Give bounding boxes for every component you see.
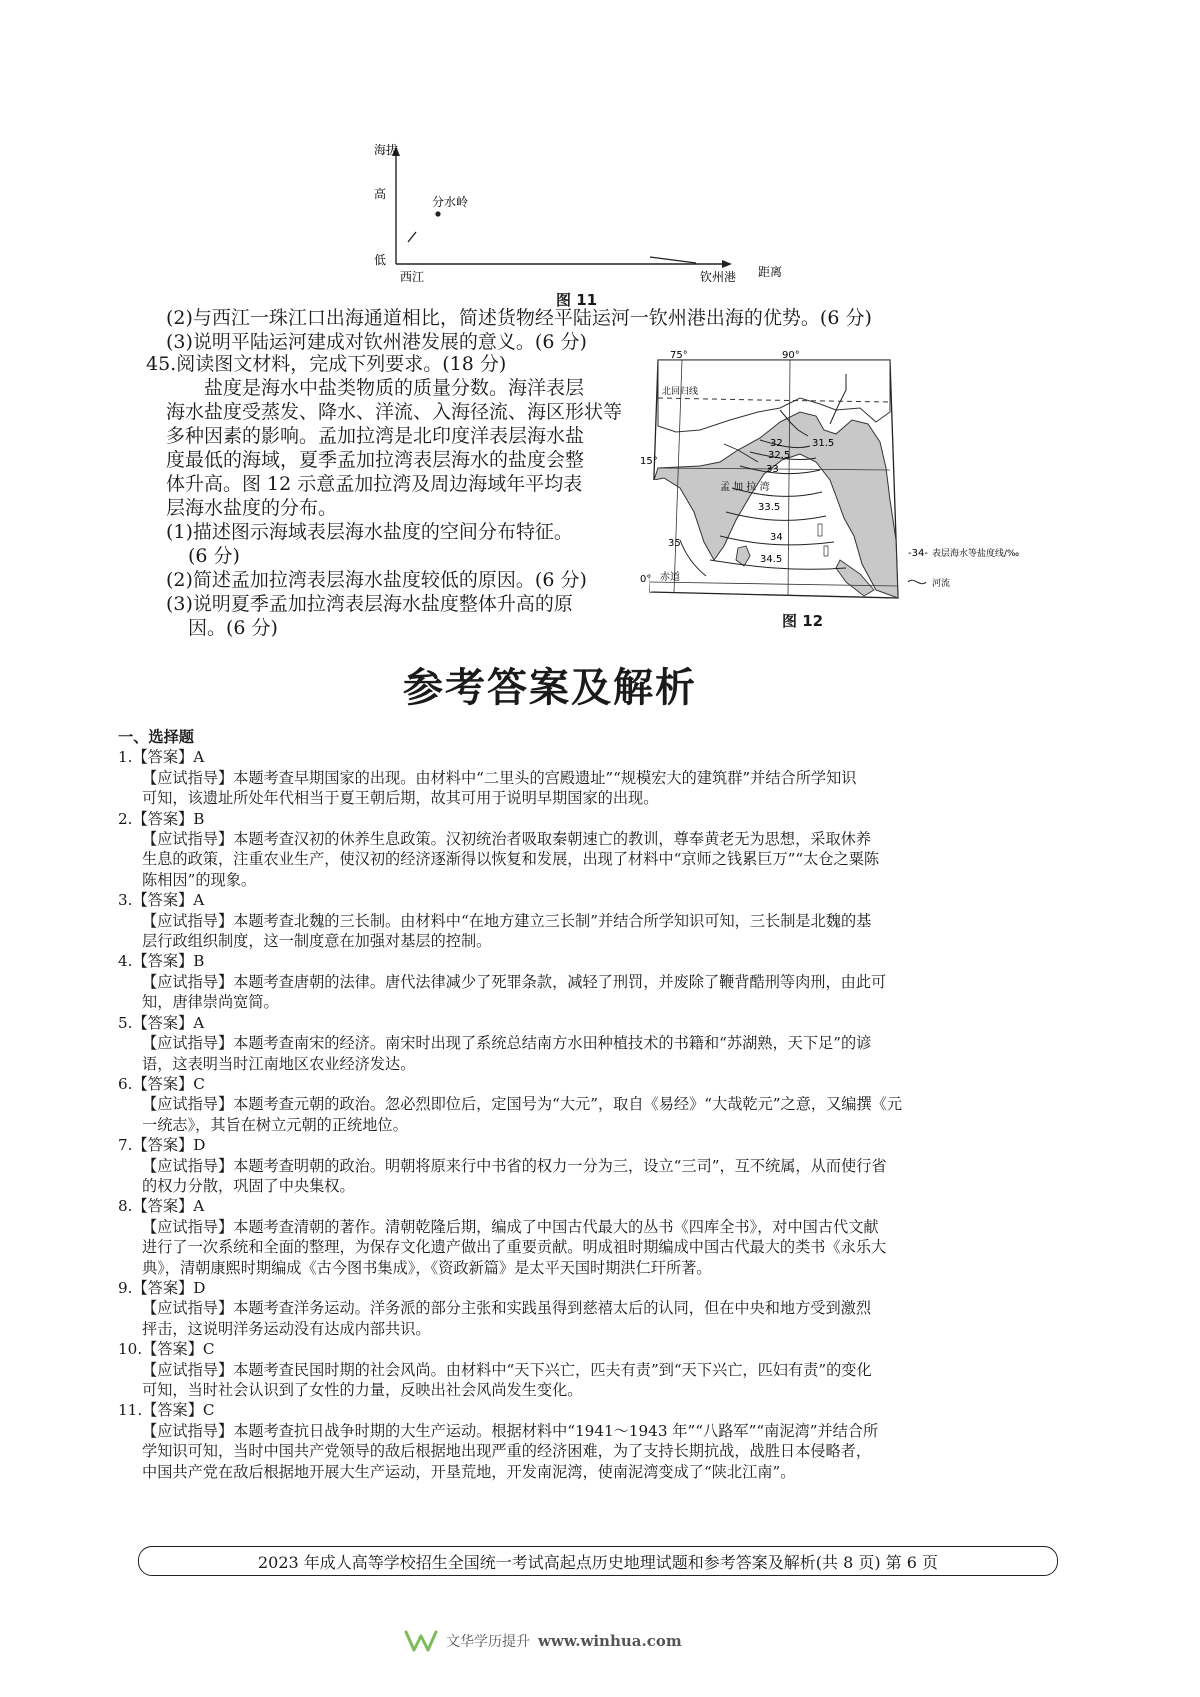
watermark-url: www.winhua.com (538, 1632, 682, 1650)
fig12-lon-90: 90° (782, 350, 800, 361)
answer-key: 6.【答案】C (118, 1074, 205, 1093)
fig12-legend-isohaline-text: 表层海水等盐度线/‰ (932, 549, 1020, 559)
q45-question-1: (1)描述图示海域表层海水盐度的空间分布特征。 (166, 521, 573, 543)
section-title: 一、选择题 (118, 728, 194, 746)
answer-guide-line: 典》，清朝康熙时期编成《古今图书集成》，《资政新篇》是太平天国时期洪仁玕所著。 (142, 1258, 712, 1277)
answer-guide-line: 语，这表明当时江南地区农业经济发达。 (142, 1054, 416, 1073)
fig11-qinzhou-label: 钦州港 (700, 270, 737, 284)
answer-guide-line: 可知，当时社会认识到了女性的力量，反映出社会风尚发生变化。 (142, 1381, 583, 1399)
passage-line: 盐度是海水中盐类物质的质量分数。海洋表层 (204, 377, 585, 399)
figure-12-caption: 图 12 (782, 612, 824, 630)
q45-passage (166, 377, 626, 641)
answer-guide-line: 一统志》，其旨在树立元朝的正统地位。 (142, 1115, 408, 1134)
fig12-legend-river-text: 河流 (932, 579, 951, 589)
isohaline-label: 34 (770, 532, 783, 543)
answer-guide-line: 进行了一次系统和全面的整理，为保存文化遗产做出了重要贡献。明成祖时期编成中国古代最大的类书《永乐大 (142, 1238, 887, 1257)
answer-guide-line: 【应试指导】本题考查唐朝的法律。唐代法律减少了死罪条款，减轻了刑罚，并废除了鞭背酷刑等肉刑，由此可 (142, 972, 887, 991)
answer-key: 11.【答案】C (118, 1401, 215, 1420)
q44-part-3: (3)说明平陆运河建成对钦州港发展的意义。(6 分) (166, 331, 587, 353)
answer-key: 7.【答案】D (118, 1136, 206, 1155)
fig12-equator-label: 赤道 (660, 572, 680, 583)
winhua-logo-icon (404, 1628, 438, 1654)
answer-guide-line: 【应试指导】本题考查北魏的三长制。由材料中“在地方建立三长制”并结合所学知识可知，三长制是北魏的基 (142, 911, 872, 930)
answer-key: 9.【答案】D (118, 1278, 206, 1297)
q45-question-1-score: (6 分) (188, 545, 240, 567)
answer-key: 4.【答案】B (118, 952, 205, 971)
figure-11 (360, 136, 800, 306)
isohaline-label: 31.5 (812, 438, 835, 449)
passage-line: 多种因素的影响。孟加拉湾是北印度洋表层海水盐 (166, 425, 585, 447)
answer-key: 1.【答案】A (118, 748, 205, 767)
q45-question-2: (2)简述孟加拉湾表层海水盐度较低的原因。(6 分) (166, 569, 587, 591)
figure-12-map (640, 350, 1030, 612)
isohaline-label: 33 (766, 464, 779, 475)
watermark (404, 1628, 682, 1654)
answer-guide-line: 【应试指导】本题考查抗日战争时期的大生产运动。根据材料中“1941～1943 年”“八路军”“南泥湾”并结合所 (142, 1421, 879, 1440)
q44-part-2: (2)与西江一珠江口出海通道相比，简述货物经平陆运河一钦州港出海的优势。(6 分) (166, 307, 872, 329)
answer-guide-line: 【应试指导】本题考查南宋的经济。南宋时出现了系统总结南方水田种植技术的书籍和“苏湖熟，天下足”的谚 (142, 1034, 872, 1053)
passage-line: 层海水盐度的分布。 (166, 497, 338, 519)
answer-guide-line: 【应试指导】本题考查汉初的休养生息政策。汉初统治者吸取秦朝速亡的教训，尊奉黄老无为思想，采取休养 (142, 830, 871, 849)
answer-guide-line: 的权力分散，巩固了中央集权。 (142, 1176, 355, 1195)
answer-guide-line: 【应试指导】本题考查清朝的著作。清朝乾隆后期，编成了中国古代最大的丛书《四库全书》，对中国古代文献 (142, 1217, 879, 1236)
q45-heading: 45.阅读图文材料，完成下列要求。(18 分) (146, 353, 507, 375)
fig11-low-label: 低 (374, 253, 387, 267)
answer-guide-line: 知，唐律崇尚宽简。 (142, 993, 279, 1012)
fig11-watershed-label: 分水岭 (432, 195, 469, 209)
answer-guide-line: 【应试指导】本题考查洋务运动。洋务派的部分主张和实践虽得到慈禧太后的认同，但在中央和地方受到激烈 (142, 1299, 871, 1318)
answer-key: 5.【答案】A (118, 1013, 205, 1032)
isohaline-label: 35 (668, 538, 681, 549)
answer-guide-line: 陈相因”的现象。 (142, 870, 257, 889)
fig12-bay-label: 孟 加 拉 湾 (720, 482, 770, 493)
fig12-tropic-label: 北回归线 (662, 387, 699, 397)
fig11-x-axis-label: 距离 (758, 265, 783, 279)
footer-text: 2023 年成人高等学校招生全国统一考试高起点历史地理试题和参考答案及解析(共 8 页) 第 6 页 (257, 1553, 939, 1572)
watermark-brand: 文华学历提升 (446, 1634, 530, 1650)
answer-key: 2.【答案】B (118, 809, 205, 828)
answer-guide-line: 【应试指导】本题考查民国时期的社会风尚。由材料中“天下兴亡，匹夫有责”到“天下兴亡，匹妇有责”的变化 (142, 1360, 872, 1379)
answers-title: 参考答案及解析 (403, 665, 697, 711)
page-footer (138, 1546, 1058, 1576)
fig12-lat-15: 15° (640, 456, 658, 467)
fig11-high-label: 高 (374, 187, 387, 201)
answer-guide-line: 学知识可知，当时中国共产党领导的敌后根据地出现严重的经济困难，为了支持长期抗战，战胜日本侵略者， (142, 1442, 871, 1461)
fig11-xijiang-label: 西江 (400, 270, 425, 284)
answer-guide-line: 抨击，这说明洋务运动没有达成内部共识。 (142, 1319, 431, 1338)
answer-guide-line: 【应试指导】本题考查元朝的政治。忽必烈即位后，定国号为“大元”，取自《易经》“大哉乾元”之意，又编撰《元 (142, 1095, 903, 1114)
passage-line: 海水盐度受蒸发、降水、洋流、入海径流、海区形状等 (166, 401, 623, 423)
fig11-y-axis-label: 海拔 (374, 143, 399, 157)
answer-key: 8.【答案】A (118, 1197, 205, 1216)
answer-guide-line: 可知，该遗址所处年代相当于夏王朝后期，故其可用于说明早期国家的出现。 (142, 789, 659, 808)
answer-guide-line: 层行政组织制度，这一制度意在加强对基层的控制。 (142, 932, 492, 951)
isohaline-label: 33.5 (758, 502, 781, 513)
answer-guide-line: 中国共产党在敌后根据地开展大生产运动，开垦荒地，开发南泥湾，使南泥湾变成了“陕北江南”。 (142, 1462, 796, 1481)
answer-guide-line: 【应试指导】本题考查早期国家的出现。由材料中“二里头的宫殿遗址”“规模宏大的建筑群”并结合所学知识 (142, 768, 857, 787)
answer-guide-line: 【应试指导】本题考查明朝的政治。明朝将原来行中书省的权力一分为三，设立“三司”，互不统属，从而使行省 (142, 1156, 887, 1175)
answers-list (118, 727, 1086, 1482)
fig12-legend-isohaline-value: -34- (908, 548, 928, 559)
isohaline-label: 32 (770, 438, 783, 449)
fig12-lat-0: 0° (640, 574, 652, 585)
passage-line: 度最低的海域，夏季孟加拉湾表层海水的盐度会整 (166, 449, 585, 471)
q45-question-3-cont: 因。(6 分) (188, 617, 278, 639)
isohaline-label: 34.5 (760, 554, 783, 565)
q45-question-3: (3)说明夏季孟加拉湾表层海水盐度整体升高的原 (166, 593, 573, 615)
fig12-lon-75: 75° (670, 350, 688, 361)
answer-key: 10.【答案】C (118, 1340, 215, 1359)
answer-key: 3.【答案】A (118, 891, 205, 910)
figure-11-caption: 图 11 (556, 291, 598, 309)
answer-guide-line: 生息的政策，注重农业生产，使汉初的经济逐渐得以恢复和发展，出现了材料中“京师之钱累巨万”“太仓之粟陈 (142, 850, 880, 869)
isohaline-label: 32.5 (768, 450, 791, 461)
passage-line: 体升高。图 12 示意孟加拉湾及周边海域年平均表 (166, 473, 583, 495)
